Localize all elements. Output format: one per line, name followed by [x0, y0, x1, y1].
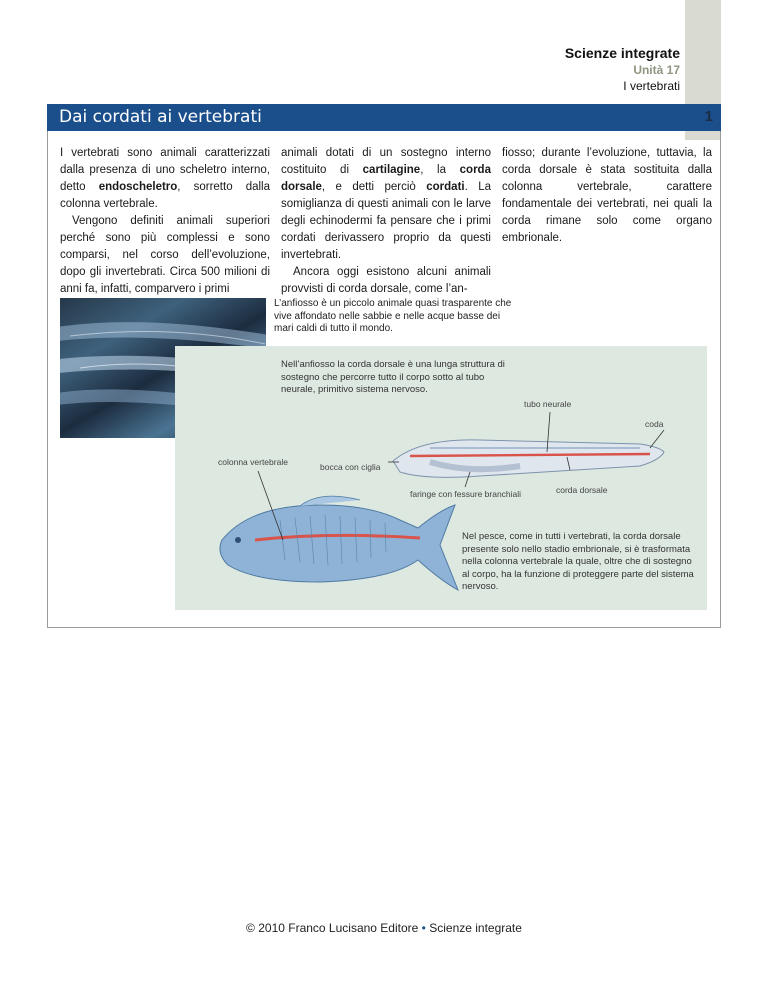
label-faringe: faringe con fessure branchiali [410, 489, 522, 499]
paragraph: Vengono definiti animali superiori perché sono più complessi e sono comparsi, nel corso dell’evoluzione, dopo gli invertebrati. Circa 500 milioni di anni fa, infatti, comparvero i primi [60, 215, 270, 295]
text-column-3 [502, 145, 712, 247]
label-bocca: bocca con ciglia [320, 462, 381, 472]
fish-caption: Nel pesce, come in tutti i vertebrati, la corda dorsale presente solo nello stadio embrionale, si è trasformata nella colonna vertebrale la quale, oltre che di sostegno al corpo, ha la funzione di proteggere parte del sistema nervoso. [462, 531, 694, 592]
footer-copyright: © 2010 Franco Lucisano Editore [246, 921, 419, 935]
header-topic: I vertebrati [623, 79, 680, 93]
footer-separator: • [421, 921, 426, 935]
photo-caption: L’anfiosso è un piccolo animale quasi trasparente che vive affondato nelle sabbie e nelle acque basse dei mari caldi di tutto il mondo. [274, 298, 512, 334]
label-tubo-neurale: tubo neurale [524, 399, 572, 409]
footer [0, 921, 768, 935]
section-title-bar [47, 104, 721, 131]
term-endoscheletro: endoscheletro [98, 181, 178, 193]
label-colonna-vertebrale: colonna vertebrale [218, 457, 288, 467]
paragraph: Ancora oggi esistono alcuni animali provvisti di corda dorsale, come l’an- [281, 266, 491, 295]
term-corda-dorsale: corda dorsale [281, 164, 491, 193]
footer-book: Scienze integrate [429, 921, 522, 935]
amphioxus-caption: Nell’anfiosso la corda dorsale è una lunga struttura di sostegno che percorre tutto il corpo sotto al tubo neurale, primitivo sistema nervoso. [281, 359, 505, 395]
label-corda-dorsale: corda dorsale [556, 485, 608, 495]
text-column-2: animali dotati di un sostegno interno costituito di cartilagine, la corda dorsale, e detti perciò cordati. La somiglianza di questi animali con le larve degli echinodermi fa pensare che i primi cordati derivassero proprio da questi invertebrati. Ancora oggi esistono alcuni animali provvisti di corda dorsale, come l’an- [281, 145, 491, 298]
section-title: Dai cordati ai vertebrati [59, 107, 262, 127]
label-coda: coda [645, 419, 664, 429]
term-cartilagine: cartilagine [362, 164, 421, 176]
header-unit: Unità 17 [633, 63, 680, 77]
text-column-1: I vertebrati sono animali caratterizzati dalla presenza di uno scheletro interno, detto endoscheletro, sorretto dalla colonna vertebrale. Vengono definiti animali superiori perché sono più complessi e sono comparsi, nel corso dell’evoluzione, dopo gli invertebrati. Circa 500 milioni di anni fa, infatti, comparvero i primi [60, 145, 270, 298]
term-cordati: cordati [426, 181, 465, 193]
header-subject: Scienze integrate [564, 45, 680, 61]
section-number: 1 [704, 108, 713, 125]
paragraph: fiosso; durante l’evoluzione, tuttavia, la corda dorsale è stata sostituita dalla colonna vertebrale, carattere fondamentale dei vertebrati, nei quali la corda rimane solo come organo embrionale. [502, 147, 712, 244]
